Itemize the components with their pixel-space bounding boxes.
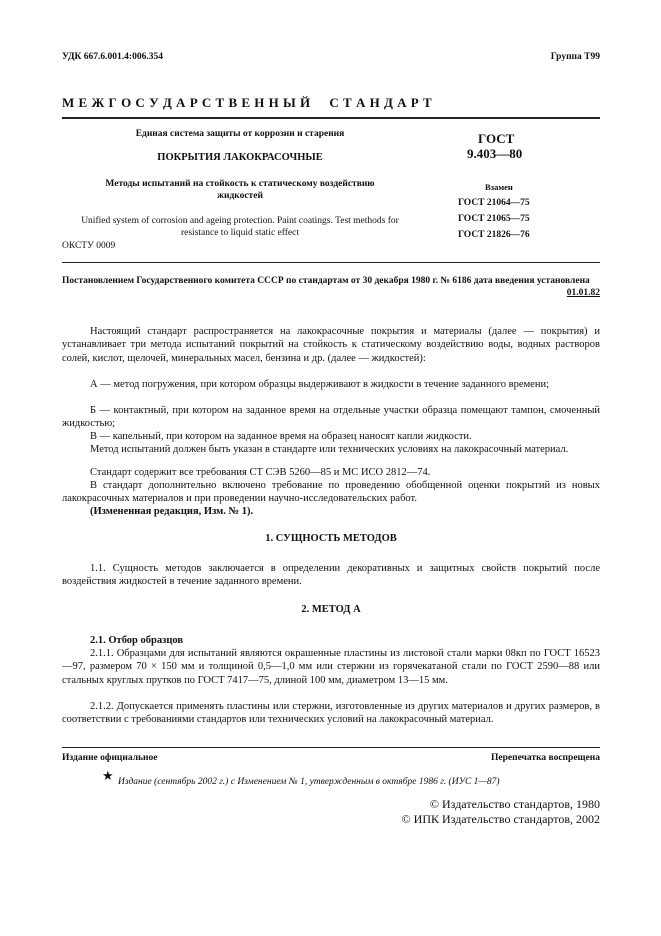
- method-v-paragraph: В — капельный, при котором на заданное время на образец наносят капли жидкости.: [90, 431, 472, 442]
- method-b-paragraph: Б — контактный, при котором на заданное время на отдельные участки образца помещают тампон, смоченный жидкостью;: [62, 405, 600, 430]
- copyright-2002: © ИПК Издательство стандартов, 2002: [401, 812, 600, 826]
- subject-title: ПОКРЫТИЯ ЛАКОКРАСОЧНЫЕ: [157, 152, 323, 163]
- paragraph-1-1: 1.1. Сущность методов заключается в определении декоративных и защитных свойств покрытий после воздействия жидкостей в течение заданного времени.: [62, 563, 600, 588]
- amendment-note: (Измененная редакция, Изм. № 1).: [90, 506, 254, 517]
- methods-title: Методы испытаний на стойкость к статическому воздействию жидкостей: [105, 179, 375, 201]
- paragraph-2-1-2: 2.1.2. Допускается применять пластины или стержни, изготовленные из других материалов и других размеров, в соответствии с требованиями стандартов или технических условий на лакокрасочный материал.: [62, 701, 600, 726]
- decree-date: 01.01.82: [561, 288, 600, 298]
- cmea-paragraph: Стандарт содержит все требования СТ СЭВ 5260—85 и МС ИСО 2812—74.: [90, 467, 431, 478]
- replaces-item: ГОСТ 21065—75: [458, 214, 530, 224]
- intro-paragraph: Настоящий стандарт распространяется на лакокрасочные покрытия и материалы (далее — покрытия) и устанавливает три метода испытаний покрытий на стойкость к статическому воздействию воды, водных растворов солей, кислот, щелочей, минеральных масел, бензина и др. (далее — жидкостей):: [62, 326, 600, 364]
- subsection-2-1-title: 2.1. Отбор образцов: [90, 635, 184, 646]
- method-note-paragraph: Метод испытаний должен быть указан в стандарте или технических условиях на лакокрасочный материал.: [90, 444, 569, 455]
- section-1-title: 1. СУЩНОСТЬ МЕТОДОВ: [265, 533, 397, 544]
- gost-number: 9.403—80: [467, 146, 523, 161]
- edition-note: Издание (сентябрь 2002 г.) с Изменением № 1, утвержденным в октябре 1986 г. (ИУС 1—87): [118, 777, 500, 787]
- reprint-notice: Перепечатка воспрещена: [490, 753, 600, 763]
- system-title: Единая система защиты от коррозии и старения: [135, 129, 345, 139]
- decree-text: Постановлением Государственного комитета СССР по стандартам от 30 декабря 1980 г. № 6186 дата введения установлена: [62, 276, 590, 286]
- footer-rule: [62, 747, 600, 748]
- paragraph-2-1-1: 2.1.1. Образцами для испытаний являются окрашенные пластины из листовой стали марки 08кп по ГОСТ 16523—97, размером 70 × 150 мм и толщиной 0,5—1,0 мм или стержни из горячекатаной стали по ГОСТ 2590—88 или стальных круглых прутков по ГОСТ 7417—75, длиной 100 мм, диаметром 13—15 мм.: [62, 648, 600, 686]
- method-a-paragraph: А — метод погружения, при котором образцы выдерживают в жидкости в течение заданного времени;: [90, 379, 550, 390]
- title-rule: [62, 262, 600, 263]
- replaces-item: ГОСТ 21826—76: [458, 230, 530, 240]
- gost-label: ГОСТ: [478, 131, 515, 146]
- group-code: Группа Т99: [550, 52, 600, 62]
- english-title: Unified system of corrosion and ageing protection. Paint coatings. Test methods for resistance to liquid static effect: [81, 216, 399, 238]
- additional-paragraph: В стандарт дополнительно включено требование по проведению обобщенной оценки покрытий из новых лакокрасочных материалов и при проведении научно-исследовательских работ.: [62, 480, 600, 505]
- official-edition: Издание официальное: [62, 753, 158, 763]
- replaces-item: ГОСТ 21064—75: [458, 198, 530, 208]
- copyright-1980: © Издательство стандартов, 1980: [429, 797, 600, 811]
- star-icon: ★: [102, 768, 114, 783]
- udk-code: УДК 667.6.001.4:006.354: [62, 52, 163, 62]
- replace-label: Взамен: [485, 182, 513, 192]
- oksty-code: ОКСТУ 0009: [62, 241, 116, 251]
- section-2-title: 2. МЕТОД А: [301, 604, 361, 615]
- banner-rule: [62, 117, 600, 119]
- standard-banner: М Е Ж Г О С У Д А Р С Т В Е Н Н Ы Й С Т А Н Д А Р Т: [62, 95, 433, 110]
